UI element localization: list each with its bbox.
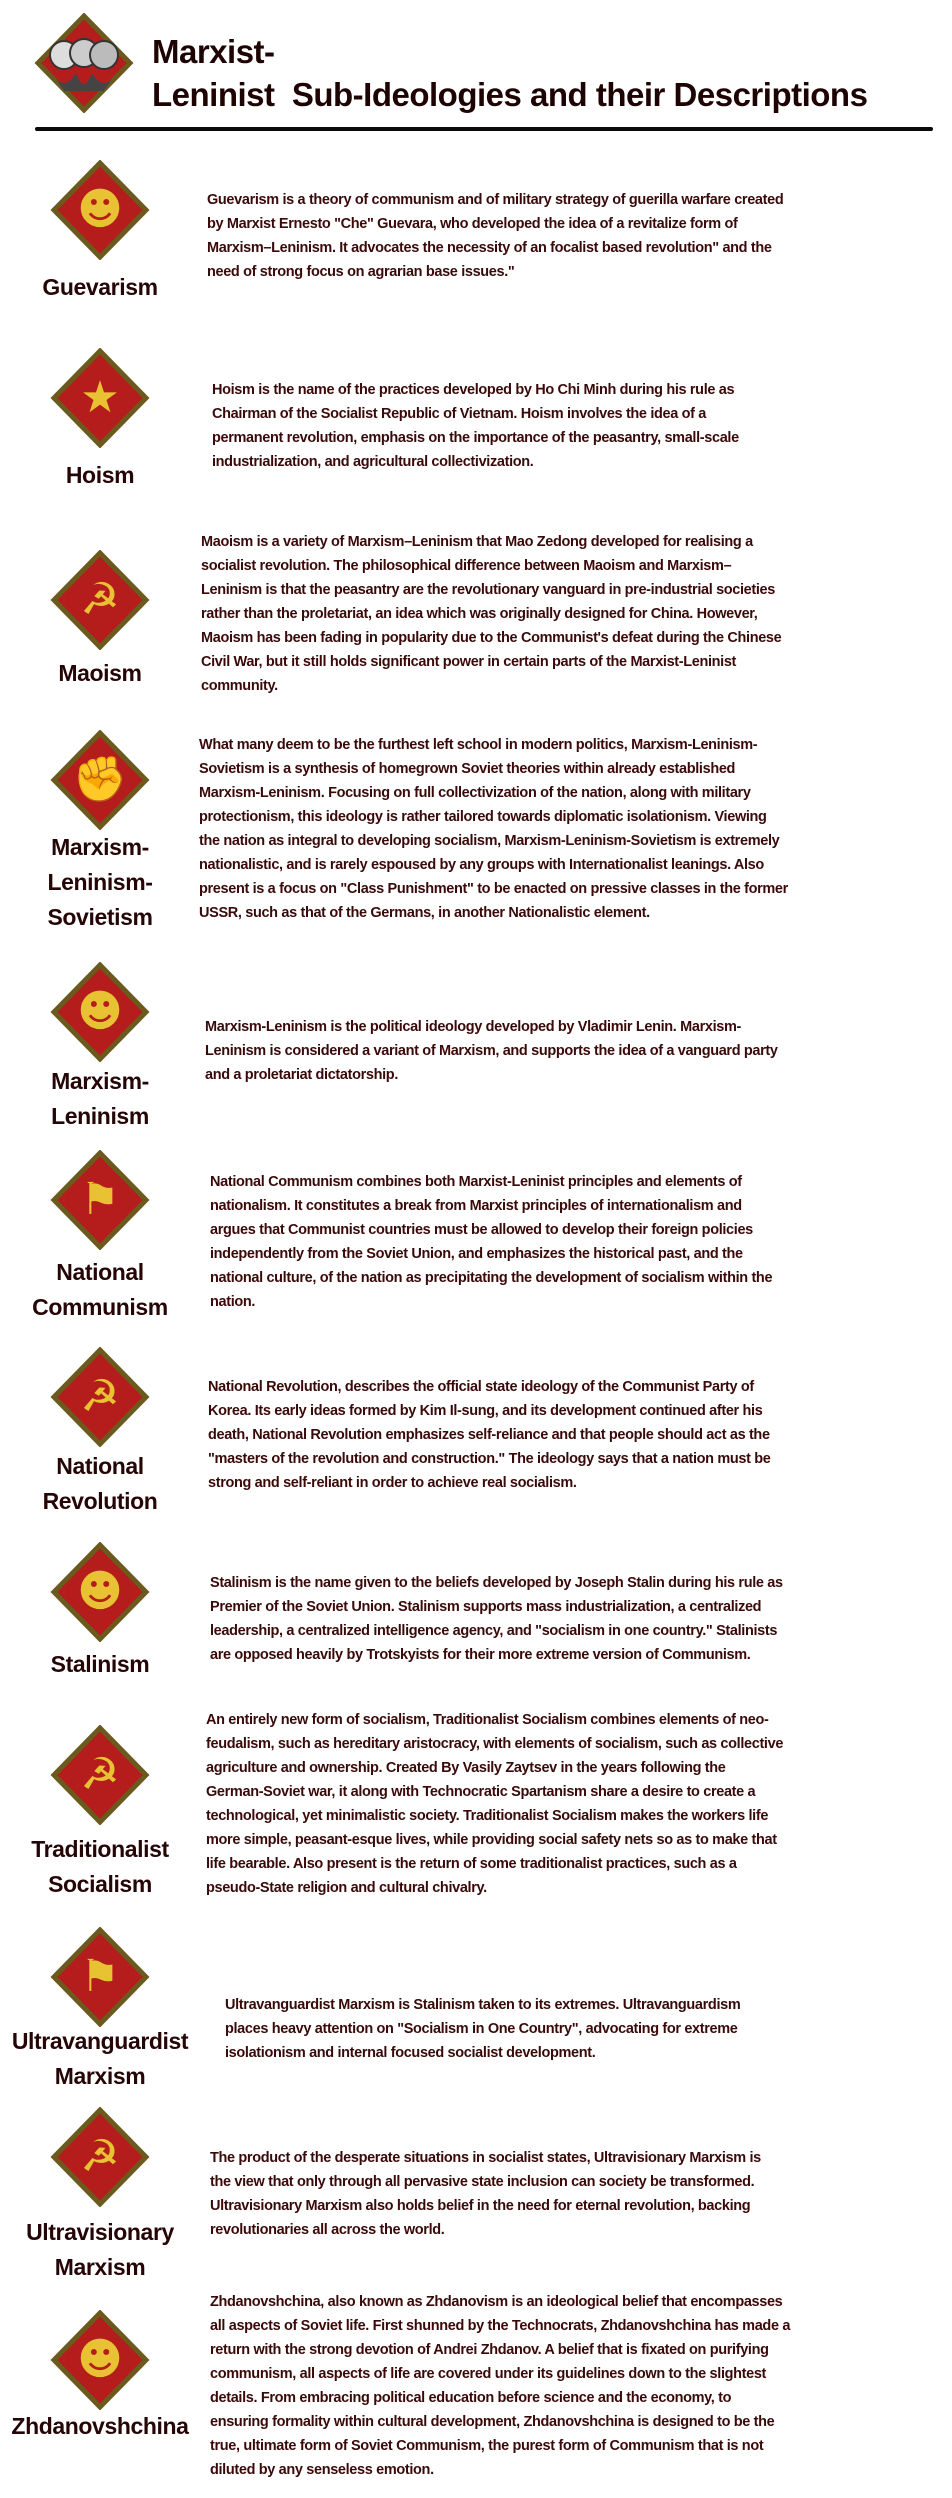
ideology-name-line: Maoism: [58, 660, 142, 686]
ideology-name-line: Communism: [32, 1294, 168, 1320]
marx-engels-lenin-portrait-icon: [34, 13, 134, 113]
description-line: permanent revolution, emphasis on the importance of the peasantry, small-scale: [212, 430, 739, 446]
description-line: What many deem to be the furthest left school in modern politics, Marxism-Leninism-: [199, 737, 758, 753]
description-line: nationalism. It constitutes a break from Marxist principles of internationalism and: [210, 1198, 742, 1214]
description-line: all aspects of Soviet life. First shunned by the Technocrats, Zhdanovshchina has made a: [210, 2318, 791, 2334]
description-line: industrialization, and agricultural collectivization.: [212, 454, 534, 470]
ideology-name-line: Zhdanovshchina: [11, 2413, 189, 2439]
svg-text:☻: ☻: [77, 986, 123, 1037]
description-line: Leninism is considered a variant of Marxism, and supports the idea of a vanguard party: [205, 1043, 778, 1059]
description-line: technological, yet minimalistic society. Traditionalist Socialism makes the workers life: [206, 1808, 769, 1824]
marx-engels-lenin-portrait-icon: [50, 962, 150, 1062]
ideology-name-line: Ultravanguardist: [11, 2028, 189, 2054]
ideology-description: [210, 2290, 790, 2482]
description-line: Marxism-Leninism. Focusing on full collectivization of the nation, along with military: [199, 785, 751, 801]
zhdanov-portrait-icon: [50, 2310, 150, 2410]
ideology-name-line: Traditionalist: [31, 1836, 169, 1862]
svg-text:✊: ✊: [72, 754, 128, 805]
description-line: diluted by any senseless emotion.: [210, 2462, 434, 2478]
ideology-description: [207, 188, 783, 284]
description-line: return with the strong devotion of Andrei Zhdanov. A belief that is fixated on purifying: [210, 2342, 769, 2358]
description-line: Leninism is that the peasantry are the revolutionary vanguard in pre-industrial societies: [201, 582, 775, 598]
description-line: Premier of the Soviet Union. Stalinism supports mass industrialization, a centralized: [210, 1599, 762, 1615]
ideology-name: [0, 2409, 200, 2444]
svg-text:☭: ☭: [80, 2131, 120, 2182]
description-line: socialist revolution. The philosophical difference between Maoism and Marxism–: [201, 558, 732, 574]
description-line: Hoism is the name of the practices developed by Ho Chi Minh during his rule as: [212, 382, 735, 398]
description-line: independently from the Soviet Union, and emphasizes the historical past, and the: [210, 1246, 743, 1262]
description-line: more simple, peasant-esque lives, while providing social safety nets so as to make that: [206, 1832, 777, 1848]
ideology-name: [0, 2024, 200, 2094]
description-line: protectionism, this ideology is rather tailored towards diplomatic isolationism. Viewing: [199, 809, 767, 825]
description-line: Maoism is a variety of Marxism–Leninism that Mao Zedong developed for realising a: [201, 534, 753, 550]
svg-text:☭: ☭: [80, 1371, 120, 1422]
ideology-name-line: Marxism: [54, 2063, 146, 2089]
ideology-name: [0, 2215, 200, 2285]
ideology-name-line: Leninism: [51, 1103, 149, 1129]
description-line: USSR, such as that of the Germans, in another Nationalistic element.: [199, 905, 650, 921]
ideology-name: [0, 270, 200, 305]
ideology-description: [210, 2146, 761, 2242]
ideology-description: [212, 378, 739, 474]
description-line: are opposed heavily by Trotskyists for their more extreme version of Communism.: [210, 1647, 751, 1663]
ideology-name: [0, 1064, 200, 1134]
description-line: need of strong focus on agrarian base issues.": [207, 264, 515, 280]
ideology-description: [199, 733, 788, 925]
ideology-name-line: Leninism-: [47, 869, 153, 895]
description-line: community.: [201, 678, 278, 694]
description-line: pseudo-State religion and cultural chivalry.: [206, 1880, 487, 1896]
svg-text:⚑: ⚑: [80, 1951, 120, 2002]
description-line: details. From embracing political education before science and the economy, to: [210, 2390, 732, 2406]
mao-zedong-portrait-icon: [50, 550, 150, 650]
svg-text:☻: ☻: [77, 2334, 123, 2385]
che-guevara-portrait-icon: [50, 160, 150, 260]
ho-chi-minh-portrait-icon: [50, 348, 150, 448]
description-line: Chairman of the Socialist Republic of Vietnam. Hoism involves the idea of a: [212, 406, 706, 422]
description-line: places heavy attention on "Socialism in One Country", advocating for extreme: [225, 2021, 738, 2037]
ideology-name-line: National: [56, 1453, 144, 1479]
description-line: Marxism-Leninism is the political ideology developed by Vladimir Lenin. Marxism-: [205, 1019, 742, 1035]
svg-text:⚑: ⚑: [80, 1174, 120, 1225]
ideology-name-line: Ultravisionary: [26, 2219, 174, 2245]
description-line: Zhdanovshchina, also known as Zhdanovism is an ideological belief that encompasses: [210, 2294, 783, 2310]
description-line: true, ultimate form of Soviet Communism, the purest form of Communism that is not: [210, 2438, 764, 2454]
description-line: Ultravisionary Marxism also holds belief in the need for eternal revolution, backing: [210, 2198, 751, 2214]
page-title: [152, 30, 867, 116]
svg-text:☻: ☻: [77, 1566, 123, 1617]
ideology-description: [208, 1375, 770, 1495]
svg-text:★: ★: [80, 372, 120, 423]
ideology-name: [0, 1832, 200, 1902]
ideology-name-line: Hoism: [65, 462, 135, 488]
ideology-name-line: National: [56, 1259, 144, 1285]
description-line: death, National Revolution emphasizes self-reliance and that people should act as the: [208, 1427, 770, 1443]
description-line: Korea. Its early ideas formed by Kim Il-sung, and its development continued after his: [208, 1403, 763, 1419]
description-line: and a proletariat dictatorship.: [205, 1067, 398, 1083]
description-line: Guevarism is a theory of communism and of military strategy of guerilla warfare created: [207, 192, 784, 208]
description-line: ensuring formality within cultural development, Zhdanovshchina is designed to be the: [210, 2414, 775, 2430]
ideology-name: [0, 458, 200, 493]
svg-text:☻: ☻: [77, 184, 123, 235]
description-line: National Revolution, describes the official state ideology of the Communist Party of: [208, 1379, 754, 1395]
ideology-name: [0, 1255, 200, 1325]
description-line: Marxism–Leninism. It advocates the necessity of an focalist based revolution" and the: [207, 240, 772, 256]
ideology-description: [201, 530, 781, 698]
description-line: rather than the proletariat, an idea which was originally designed for China. However,: [201, 606, 758, 622]
description-line: life bearable. Also present is the return of some traditionalist practices, such as a: [206, 1856, 737, 1872]
ideology-name: [0, 830, 200, 935]
description-line: agriculture and ownership. Created By Vasily Zaytsev in the years following the: [206, 1760, 726, 1776]
ideology-name-line: Guevarism: [42, 274, 158, 300]
ideology-description: [210, 1170, 772, 1314]
description-line: national culture, of the nation as precipitating the development of socialism within the: [210, 1270, 773, 1286]
description-line: strong and self-reliant in order to achieve real socialism.: [208, 1475, 577, 1491]
description-line: by Marxist Ernesto "Che" Guevara, who developed the idea of a revitalize form of: [207, 216, 738, 232]
title-divider: [35, 127, 933, 131]
description-line: Ultravanguardist Marxism is Stalinism taken to its extremes. Ultravanguardism: [225, 1997, 741, 2013]
description-line: "masters of the revolution and construction." The ideology says that a nation must be: [208, 1451, 771, 1467]
ideology-name-line: Marxism: [54, 2254, 146, 2280]
description-line: argues that Communist countries must be allowed to develop their foreign policies: [210, 1222, 753, 1238]
ideology-name-line: Socialism: [48, 1871, 152, 1897]
ideology-name-line: Stalinism: [50, 1651, 150, 1677]
description-line: feudalism, such as hereditary aristocracy, with elements of socialism, such as collective: [206, 1736, 784, 1752]
ideology-name-line: Revolution: [42, 1488, 158, 1514]
ideology-name-line: Marxism-: [51, 834, 149, 860]
description-line: An entirely new form of socialism, Traditionalist Socialism combines elements of neo-: [206, 1712, 769, 1728]
description-line: Maoism has been fading in popularity due to the Communist's defeat during the Chinese: [201, 630, 782, 646]
ideology-description: [205, 1015, 778, 1087]
ideology-description: [225, 1993, 740, 2065]
description-line: leadership, a centralized intelligence agency, and "socialism in one country." Stalinists: [210, 1623, 778, 1639]
ideology-description: [210, 1571, 783, 1667]
ideology-name-line: Sovietism: [47, 904, 153, 930]
description-line: revolutionaries all across the world.: [210, 2222, 445, 2238]
ideology-name-line: Marxism-: [51, 1068, 149, 1094]
ideology-name: [0, 656, 200, 691]
description-line: German-Soviet war, it along with Technocratic Spartanism share a desire to create a: [206, 1784, 756, 1800]
description-line: nation.: [210, 1294, 256, 1310]
flag-bearer-icon: [50, 1150, 150, 1250]
description-line: nationalistic, and is rarely espoused by any groups with Internationalist leanings. Also: [199, 857, 764, 873]
description-line: The product of the desperate situations in socialist states, Ultravisionary Marxism is: [210, 2150, 761, 2166]
description-line: Civil War, but it still holds significant power in certain parts of the Marxist-Leninist: [201, 654, 737, 670]
stalin-portrait-icon: [50, 1542, 150, 1642]
svg-text:☭: ☭: [80, 574, 120, 625]
svg-text:☭: ☭: [80, 1749, 120, 1800]
description-line: National Communism combines both Marxist-Leninist principles and elements of: [210, 1174, 742, 1190]
description-line: the view that only through all pervasive state inclusion can society be transformed.: [210, 2174, 755, 2190]
description-line: Sovietism is a synthesis of homegrown Soviet theories within already established: [199, 761, 736, 777]
ideology-name: [0, 1449, 200, 1519]
title-line-2: Leninist Sub-Ideologies and their Descriptions: [152, 76, 868, 113]
ideology-description: [206, 1708, 783, 1900]
hammer-sickle-sword-icon: [50, 1725, 150, 1825]
soviet-orator-icon: [50, 730, 150, 830]
hammer-sickle-brush-icon: [50, 1347, 150, 1447]
description-line: isolationism and internal focused socialist development.: [225, 2045, 596, 2061]
description-line: present is a focus on "Class Punishment" to be enacted on pressive classes in the former: [199, 881, 788, 897]
red-banner-portraits-icon: [50, 1927, 150, 2027]
description-line: Stalinism is the name given to the beliefs developed by Joseph Stalin during his rule as: [210, 1575, 783, 1591]
description-line: communism, all aspects of life are covered under its guidelines down to the slightest: [210, 2366, 767, 2382]
title-line-1: Marxist-: [152, 33, 275, 70]
description-line: the nation as integral to developing socialism, Marxism-Leninism-Sovietism is extremely: [199, 833, 780, 849]
hammer-sickle-ribbon-icon: [50, 2107, 150, 2207]
ideology-name: [0, 1647, 200, 1682]
